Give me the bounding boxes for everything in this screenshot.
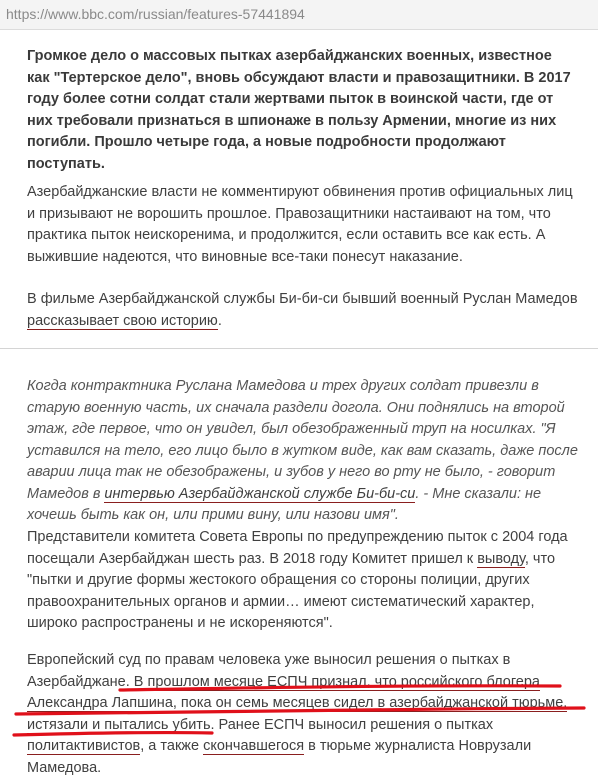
- paragraph-line: [27, 715, 582, 737]
- lead-line: году более сотни солдат стали жертвами пыток в воинской части, где от: [27, 91, 554, 107]
- paragraph-line: широко распространены и не искореняются".: [27, 615, 333, 631]
- paragraph-line: [27, 672, 582, 694]
- address-bar[interactable]: [0, 0, 598, 30]
- paragraph-line: выжившие надеются, что виновные все-таки понесут наказание.: [27, 248, 463, 265]
- quote-line: хочешь быть как он, или прими вину, или назови имя".: [27, 507, 399, 523]
- paragraph-line: Представители комитета Совета Европы по предупреждению пыток с 2004 года: [27, 529, 568, 545]
- paragraph-line: Азербайджанские власти не комментируют обвинения против официальных лиц: [27, 184, 573, 200]
- paragraph-text: , а также: [140, 738, 204, 754]
- paragraph-text: . Ранее ЕСПЧ выносил решения о пытках: [210, 716, 494, 733]
- quote-text: . - Мне сказали: не: [415, 485, 542, 502]
- article-paragraph: [27, 527, 582, 635]
- lead-line: как "Тертерское дело", вновь обсуждают власти и правозащитники. В 2017: [27, 69, 571, 86]
- paragraph-line: правоохранительных органов и армии… имеют систематический характер,: [27, 593, 535, 610]
- quote-text: Мамедов в: [27, 485, 105, 502]
- quote-line: [27, 484, 582, 506]
- article-paragraph: [27, 182, 582, 268]
- echr-ruling-link[interactable]: истязали и пытались убить: [27, 716, 211, 733]
- quote-line: аварии лица так не обезображены, и зубов у него во рту не было, - говорит: [27, 464, 556, 480]
- paragraph-line: [27, 311, 582, 333]
- lead-line: поступать.: [27, 155, 105, 172]
- paragraph-line: [27, 549, 582, 571]
- paragraph-text: , что: [524, 550, 556, 567]
- article-paragraph: [27, 289, 582, 332]
- quote-line: Когда контрактника Руслана Мамедова и трех других солдат привезли в: [27, 378, 539, 394]
- echr-ruling-link[interactable]: В прошлом месяце ЕСПЧ признал, что российского блогера: [133, 673, 541, 690]
- article-paragraph: [27, 650, 582, 779]
- paragraph-line: практика пыток неискоренима, и продолжится, если оставить все как есть. А: [27, 227, 546, 243]
- lead-line: них требовали признаться в шпионаже в пользу Армении, многие из них: [27, 112, 557, 129]
- article-lead: [27, 46, 582, 175]
- lead-line: погибли. Прошло четыре года, а новые подробности продолжают: [27, 134, 506, 150]
- paragraph-line: [27, 736, 582, 758]
- echr-ruling-link[interactable]: Александра Лапшина, пока он семь месяцев сидел в азербайджанской тюрьме,: [27, 695, 568, 711]
- url-text: https://www.bbc.com/russian/features-57441894: [6, 6, 305, 22]
- paragraph-line: "пытки и другие формы жестокого обращения со стороны полиции, других: [27, 572, 530, 588]
- interview-link[interactable]: интервью Азербайджанской службе Би-би-си: [104, 485, 416, 502]
- paragraph-line: Европейский суд по правам человека уже выносил решения о пытках в: [27, 652, 511, 668]
- paragraph-line: В фильме Азербайджанской службы Би-би-си бывший военный Руслан Мамедов: [27, 291, 578, 307]
- paragraph-text: Азербайджане.: [27, 673, 134, 690]
- conclusion-link[interactable]: выводу: [477, 550, 525, 567]
- punctuation: .: [217, 312, 222, 329]
- section-divider: [0, 348, 598, 349]
- paragraph-text: посещали Азербайджан шесть раз. В 2018 году Комитет пришел к: [27, 550, 478, 567]
- deceased-journalist-link[interactable]: скончавшегося: [203, 738, 305, 754]
- paragraph-text: в тюрьме журналиста Новрузали: [304, 738, 532, 754]
- quote-line: этаж, где первое, что он увидел, был обезображенный труп на носилках. "Я: [27, 421, 556, 437]
- activists-link[interactable]: политактивистов: [27, 738, 141, 754]
- paragraph-line: и призывают не ворошить прошлое. Правозащитники настаивают на том, что: [27, 205, 551, 222]
- paragraph-line: Мамедова.: [27, 759, 102, 776]
- quote-paragraph: [27, 376, 582, 527]
- quote-line: уставился на тело, его лицо было в жутком виде, как вам сказать, даже после: [27, 442, 578, 459]
- quote-line: старую военную часть, их сначала раздели догола. Они поднялись на второй: [27, 399, 565, 416]
- lead-line: Громкое дело о массовых пытках азербайджанских военных, известное: [27, 48, 552, 64]
- story-link[interactable]: рассказывает свою историю: [27, 312, 218, 329]
- paragraph-line: [27, 693, 582, 715]
